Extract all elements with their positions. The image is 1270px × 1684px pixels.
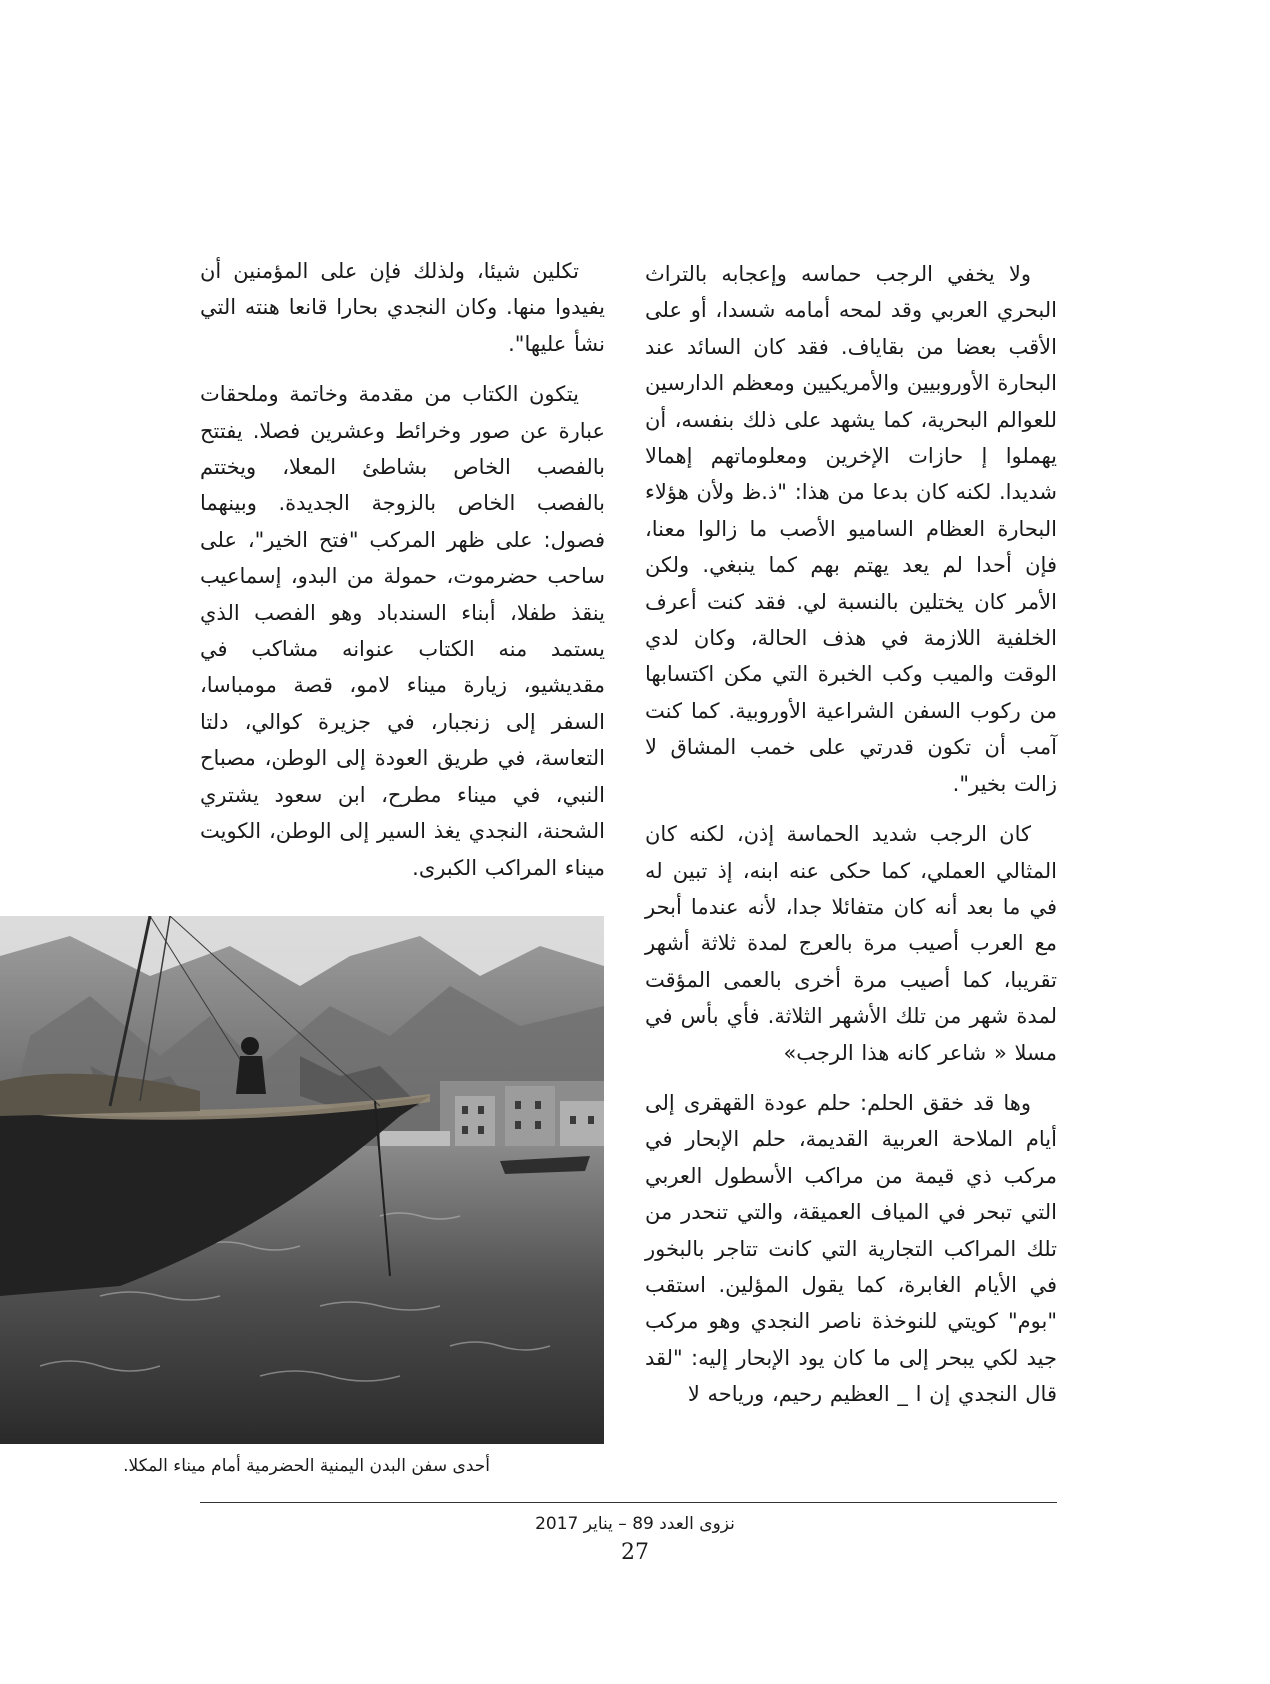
- paragraph: كان الرجب شديد الحماسة إذن، لكنه كان المثالي العملي، كما حكى عنه ابنه، إذ تبين له في ما بعد أنه كان متفائلا جدا، لأنه عندما أبحر مع العرب أصيب مرة بالعرج لمدة ثلاثة أشهر تقريبا، كما أصيب مرة أخرى بالعمى المؤقت لمدة شهر من تلك الأشهر الثلاثة. فأي بأس في مسلا « شاعر كانه هذا الرجب»: [645, 822, 1057, 1065]
- issue-line: نزوى العدد 89 – يناير 2017: [535, 1514, 735, 1534]
- paragraph: وها قد خقق الحلم: حلم عودة القهقرى إلى أيام الملاحة العربية القديمة، حلم الإبحار في مركب ذي قيمة من مراكب الأسطول العربي التي تبحر في المياف العميقة، والتي تنحدر من تلك المراكب التجارية التي كانت تتاجر بالبخور في الأيام الغابرة، كما يقول المؤلين. استقب "بوم" كويتي للنوخذة ناصر النجدي وهو مركب جيد لكي يبحر إلى ما كان يود الإبحار إليه: "لقد قال النجدي إن ا _ العظيم رحيم، ورياحه لا: [645, 1090, 1057, 1407]
- footer-divider: [200, 1502, 1057, 1503]
- harbor-photo: [0, 916, 604, 1444]
- page-number: 27: [621, 1540, 649, 1565]
- article-column-right: [645, 256, 1057, 1413]
- paragraph: ولا يخفي الرجب حماسه وإعجابه بالتراث البحري العربي وقد لمحه أمامه شسدا، أو على الأقب بعضا من بقاياف. فقد كان السائد عند البحارة الأوروبيين والأمريكيين ومعظم الدارسين للعوالم البحرية، كما يشهد على ذلك بنفسه، أن يهملوا إ حازات الإخرين ومعلوماتهم إهمالا شديدا. لكنه كان بدعا من هذا: "ذ.ظ ولأن هؤلاء البحارة العظام الساميو الأصب ما زالوا معنا، فإن أحدا لم يعد يهتم بهم كما ينبغي. ولكن الأمر كان يختلين بالنسبة لي. فقد كنت أعرف الخلفية اللازمة في هذف الحالة، وكان لدي الوقت والميب وكب الخبرة التي مكن اكتسابها من ركوب السفن الشراعية الأوروبية. كما كنت آمب أن تكون قدرتي على خمب المشاق لا زالت بخير".: [645, 262, 1057, 796]
- paragraph: تكلين شيئا، ولذلك فإن على المؤمنين أن يفيدوا منها. وكان النجدي بحارا قانعا هنته التي نشأ عليها".: [200, 259, 605, 356]
- paragraph: يتكون الكتاب من مقدمة وخاتمة وملحقات عبارة عن صور وخرائط وعشرين فصلا. يفتتح بالفصب الخاص بشاطئ المعلا، ويختتم بالفصب الخاص بالزوجة الجديدة. وبينهما فصول: على ظهر المركب "فتح الخير"، على ساحب حضرموت، حمولة من البدو، إسماعيب ينقذ طفلا، أبناء السندباد وهو الفصب الذي يستمد منه الكتاب عنوانه مشاكب في مقديشيو، زيارة ميناء لامو، قصة مومباسا، السفر إلى زنجبار، في جزيرة كوالي، دلتا التعاسة، في طريق العودة إلى الوطن، مصباح النبي، في ميناء مطرح، ابن سعود يشتري الشحنة، النجدي يغذ السير إلى الوطن، الكويت ميناء المراكب الكبرى.: [200, 382, 605, 880]
- article-column-left: [200, 253, 605, 886]
- photo-caption: أحدى سفن البدن اليمنية الحضرمية أمام ميناء المكلا.: [123, 1456, 490, 1476]
